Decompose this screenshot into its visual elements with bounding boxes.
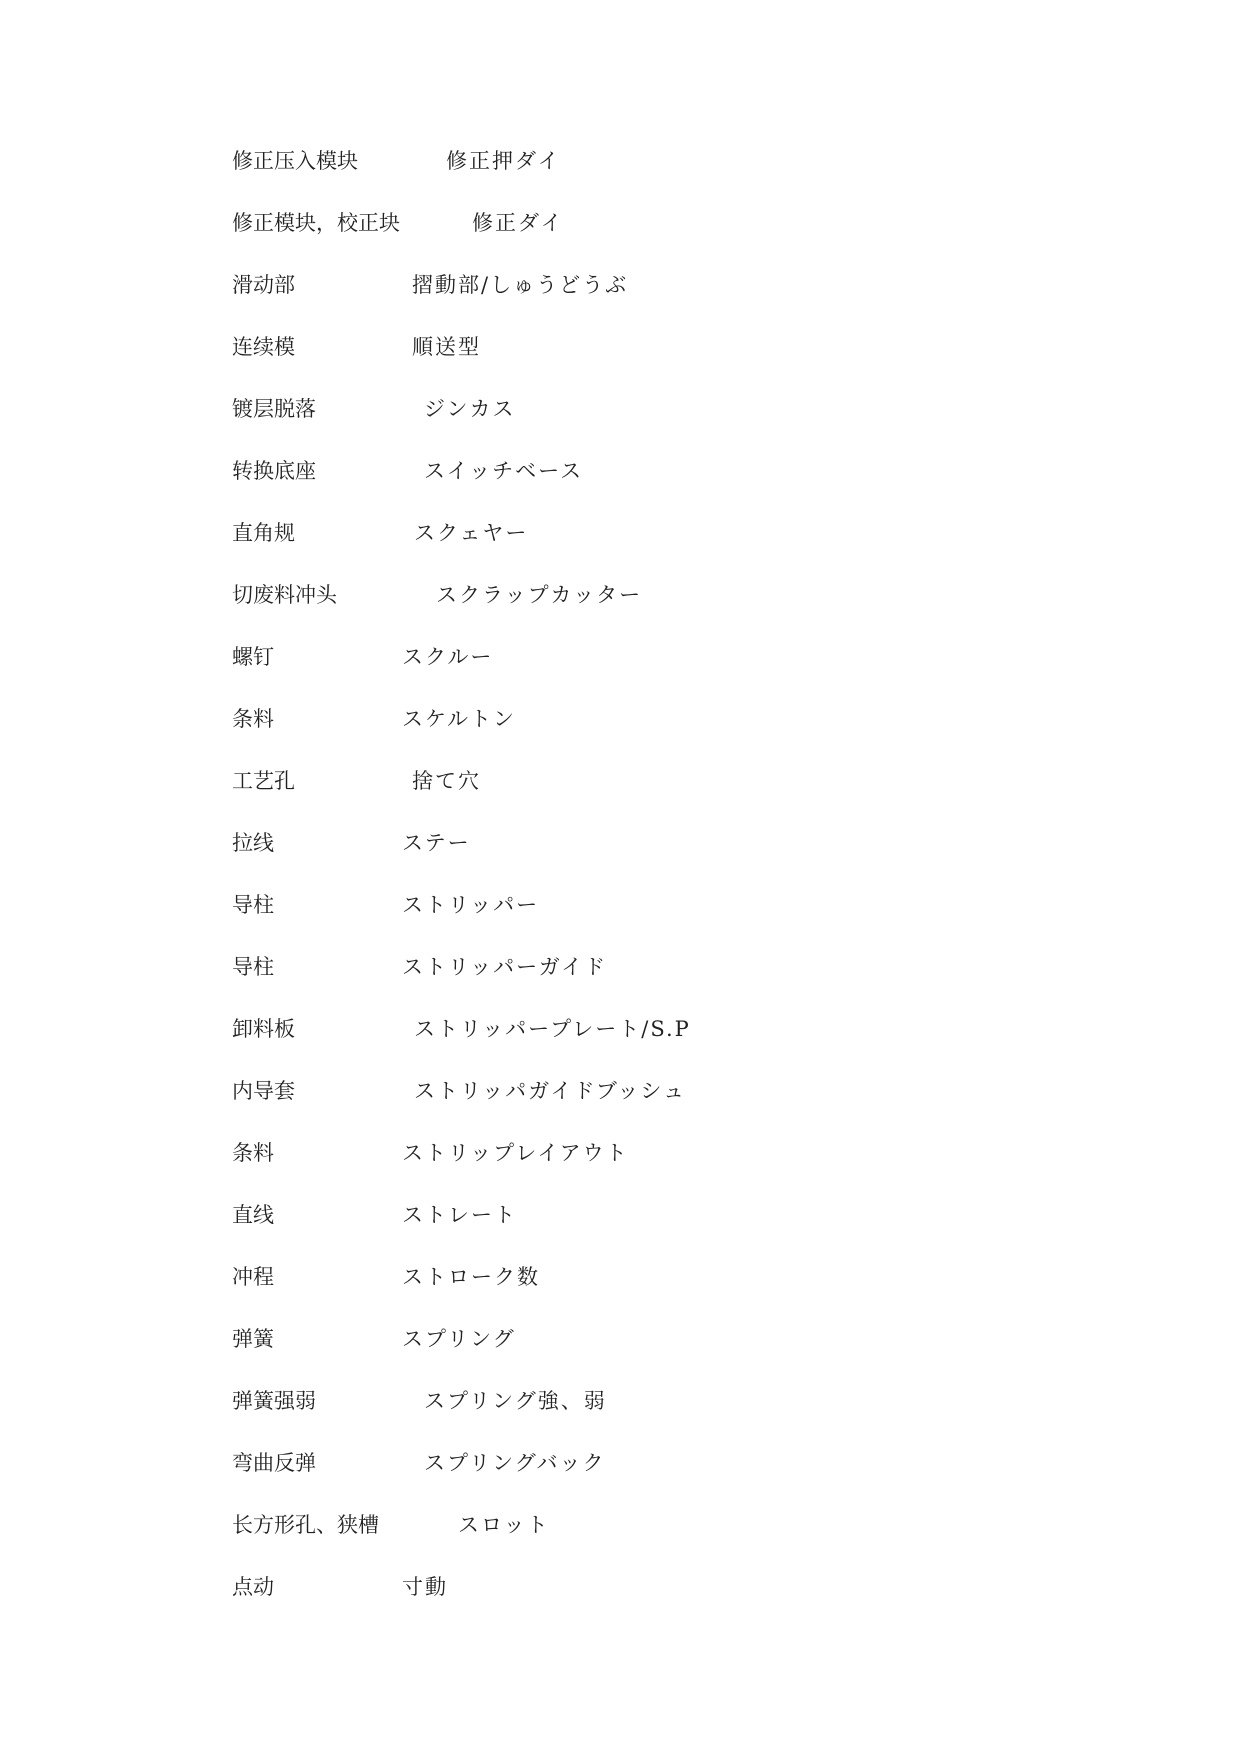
chinese-term: 冲程 bbox=[232, 1265, 274, 1289]
japanese-term: ストリッパガイドブッシュ bbox=[414, 1079, 687, 1103]
glossary-row bbox=[232, 1202, 1032, 1264]
japanese-term: ストローク数 bbox=[402, 1265, 540, 1289]
glossary-row bbox=[232, 1140, 1032, 1202]
japanese-term: スプリング強、弱 bbox=[424, 1389, 607, 1413]
glossary-row bbox=[232, 458, 1032, 520]
glossary-row bbox=[232, 1450, 1032, 1512]
japanese-term: スケルトン bbox=[402, 707, 516, 731]
japanese-term: 寸動 bbox=[402, 1575, 448, 1599]
glossary-row bbox=[232, 768, 1032, 830]
chinese-term: 条料 bbox=[232, 707, 274, 731]
glossary-row bbox=[232, 892, 1032, 954]
glossary-row bbox=[232, 644, 1032, 706]
glossary-row bbox=[232, 1574, 1032, 1636]
glossary-row bbox=[232, 334, 1032, 396]
glossary-row bbox=[232, 1016, 1032, 1078]
japanese-term: 順送型 bbox=[412, 335, 481, 359]
chinese-term: 拉线 bbox=[232, 831, 274, 855]
japanese-term: ストリッパー bbox=[402, 893, 540, 917]
chinese-term: 导柱 bbox=[232, 893, 274, 917]
glossary-row bbox=[232, 520, 1032, 582]
chinese-term: 螺钉 bbox=[232, 645, 274, 669]
chinese-term: 点动 bbox=[232, 1575, 274, 1599]
japanese-term: ストレート bbox=[402, 1203, 517, 1227]
chinese-term: 连续模 bbox=[232, 335, 295, 359]
glossary-row bbox=[232, 1264, 1032, 1326]
chinese-term: 弹簧 bbox=[232, 1327, 274, 1351]
japanese-term: ストリッパーガイド bbox=[402, 955, 608, 979]
japanese-term: 修正ダイ bbox=[472, 211, 564, 235]
chinese-term: 修正压入模块 bbox=[232, 149, 358, 173]
glossary-row bbox=[232, 272, 1032, 334]
chinese-term: 镀层脱落 bbox=[232, 397, 316, 421]
japanese-term: 捨て穴 bbox=[412, 769, 481, 793]
japanese-term: ジンカス bbox=[424, 397, 516, 421]
chinese-term: 弹簧强弱 bbox=[232, 1389, 316, 1413]
chinese-term: 条料 bbox=[232, 1141, 274, 1165]
chinese-term: 导柱 bbox=[232, 955, 274, 979]
glossary-list bbox=[232, 148, 1032, 1636]
glossary-row bbox=[232, 1078, 1032, 1140]
japanese-term: ストリップレイアウト bbox=[402, 1141, 629, 1165]
japanese-term: ステー bbox=[402, 831, 471, 855]
chinese-term: 直线 bbox=[232, 1203, 274, 1227]
japanese-term: スイッチベース bbox=[424, 459, 584, 483]
chinese-term: 弯曲反弹 bbox=[232, 1451, 316, 1475]
glossary-row bbox=[232, 954, 1032, 1016]
glossary-row bbox=[232, 1512, 1032, 1574]
japanese-term: スクラップカッター bbox=[436, 583, 643, 607]
glossary-row bbox=[232, 210, 1032, 272]
japanese-term: ストリッパープレート/S.P bbox=[414, 1017, 691, 1041]
chinese-term: 直角规 bbox=[232, 521, 295, 545]
glossary-row bbox=[232, 1388, 1032, 1450]
japanese-term: スプリング bbox=[402, 1327, 516, 1351]
japanese-term: スロット bbox=[458, 1513, 550, 1537]
chinese-term: 切废料冲头 bbox=[232, 583, 337, 607]
chinese-term: 工艺孔 bbox=[232, 769, 295, 793]
chinese-term: 卸料板 bbox=[232, 1017, 295, 1041]
glossary-row bbox=[232, 582, 1032, 644]
chinese-term: 内导套 bbox=[232, 1079, 295, 1103]
chinese-term: 滑动部 bbox=[232, 273, 295, 297]
japanese-term: スクルー bbox=[402, 645, 494, 669]
japanese-term: 摺動部/しゅうどうぶ bbox=[412, 273, 629, 297]
japanese-term: 修正押ダイ bbox=[446, 149, 561, 173]
japanese-term: スプリングバック bbox=[424, 1451, 606, 1475]
glossary-row bbox=[232, 830, 1032, 892]
glossary-row bbox=[232, 148, 1032, 210]
glossary-row bbox=[232, 1326, 1032, 1388]
chinese-term: 修正模块，校正块 bbox=[232, 211, 400, 235]
chinese-term: 转换底座 bbox=[232, 459, 316, 483]
chinese-term: 长方形孔、狭槽 bbox=[232, 1513, 379, 1537]
japanese-term: スクェヤー bbox=[414, 521, 529, 545]
glossary-row bbox=[232, 706, 1032, 768]
glossary-row bbox=[232, 396, 1032, 458]
